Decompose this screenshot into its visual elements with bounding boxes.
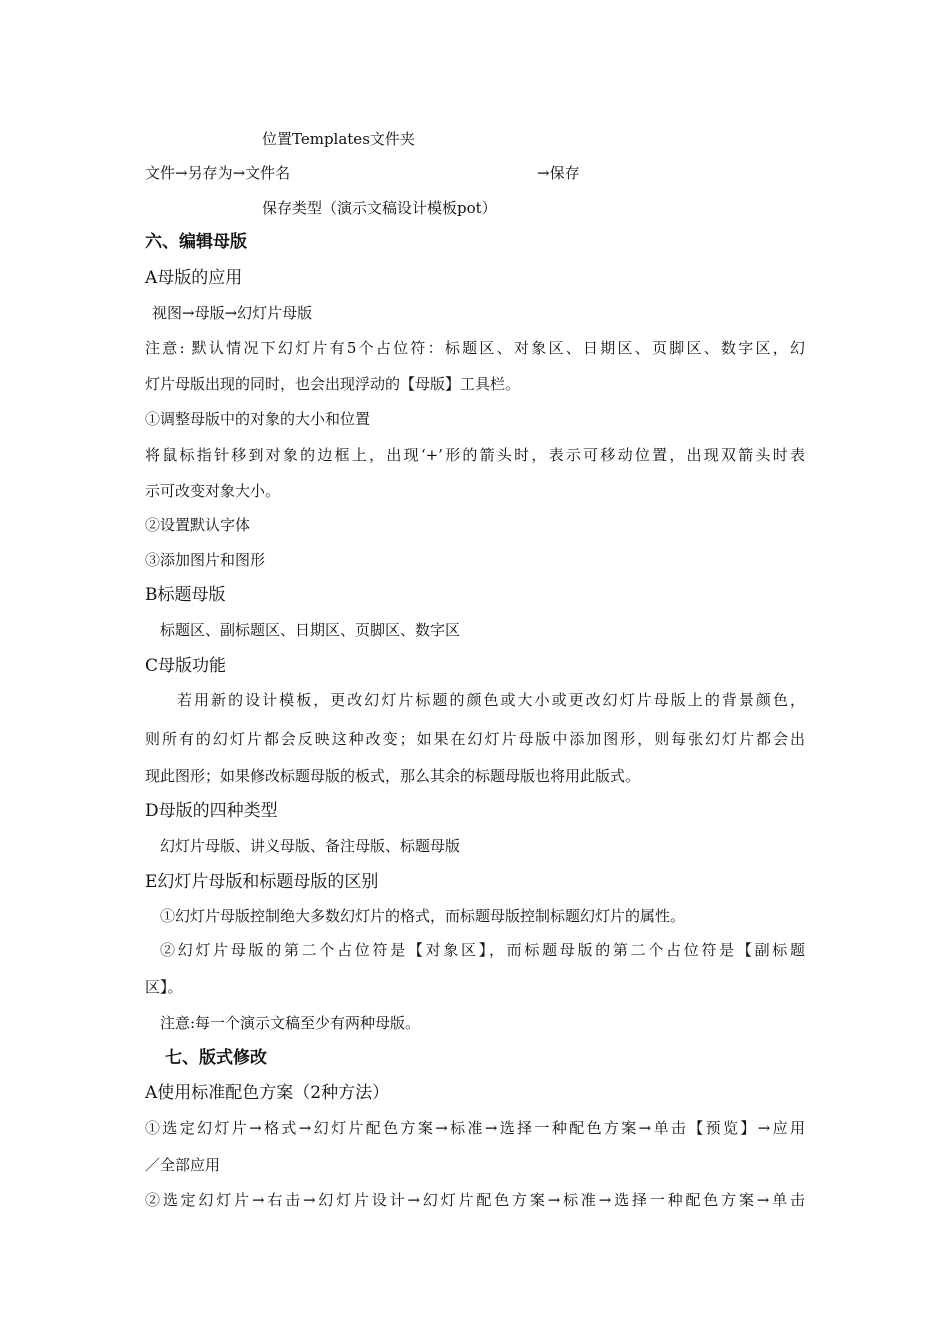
- subsection-heading: D母版的四种类型: [145, 801, 278, 821]
- text-line: 将鼠标指针移到对象的边框上，出现‘+’形的箭头时，表示可移动位置，出现双箭头时表: [145, 446, 805, 464]
- list-item: ③添加图片和图形: [145, 551, 266, 569]
- text-line: 文件→另存为→文件名: [145, 164, 291, 182]
- section-heading: 六、编辑母版: [145, 232, 247, 252]
- subsection-heading: B标题母版: [145, 585, 226, 605]
- list-item: ①调整母版中的对象的大小和位置: [145, 410, 371, 428]
- text-line: →保存: [537, 164, 580, 182]
- text-line: 保存类型（演示文稿设计模板pot）: [262, 199, 497, 217]
- text-line: 注意: 默认情况下幻灯片有5个占位符：标题区、对象区、日期区、页脚区、数字区，幻: [145, 339, 805, 357]
- subsection-heading: A母版的应用: [145, 268, 243, 288]
- text-line: 位置Templates文件夹: [262, 130, 415, 148]
- text-line: ／全部应用: [145, 1156, 221, 1174]
- list-item: ②选定幻灯片→右击→幻灯片设计→幻灯片配色方案→标准→选择一种配色方案→单击: [145, 1191, 805, 1209]
- subsection-heading: C母版功能: [145, 656, 227, 676]
- text-line: 幻灯片母版、讲义母版、备注母版、标题母版: [160, 837, 461, 855]
- text-line: 标题区、副标题区、日期区、页脚区、数字区: [160, 621, 461, 639]
- subsection-heading: A使用标准配色方案（2种方法）: [145, 1083, 390, 1103]
- list-item: ①幻灯片母版控制绝大多数幻灯片的格式，而标题母版控制标题幻灯片的属性。: [160, 907, 686, 925]
- text-line: 灯片母版出现的同时，也会出现浮动的【母版】工具栏。: [145, 375, 521, 393]
- text-line: 若用新的设计模板，更改幻灯片标题的颜色或大小或更改幻灯片母版上的背景颜色，: [177, 691, 805, 709]
- note-line: 注意:每一个演示文稿至少有两种母版。: [160, 1014, 421, 1032]
- list-item: ②设置默认字体: [145, 516, 251, 534]
- text-line: 现此图形；如果修改标题母版的板式，那么其余的标题母版也将用此版式。: [145, 767, 641, 785]
- list-item: ②幻灯片母版的第二个占位符是【对象区】，而标题母版的第二个占位符是【副标题: [160, 941, 805, 959]
- section-heading: 七、版式修改: [165, 1048, 267, 1068]
- text-line: 区】。: [145, 978, 183, 996]
- text-line: 示可改变对象大小。: [145, 482, 281, 500]
- list-item: ①选定幻灯片→格式→幻灯片配色方案→标准→选择一种配色方案→单击【预览】→应用: [145, 1119, 805, 1137]
- text-line: 视图→母版→幻灯片母版: [152, 304, 313, 322]
- subsection-heading: E幻灯片母版和标题母版的区别: [145, 872, 379, 892]
- text-line: 则所有的幻灯片都会反映这种改变；如果在幻灯片母版中添加图形，则每张幻灯片都会出: [145, 730, 805, 748]
